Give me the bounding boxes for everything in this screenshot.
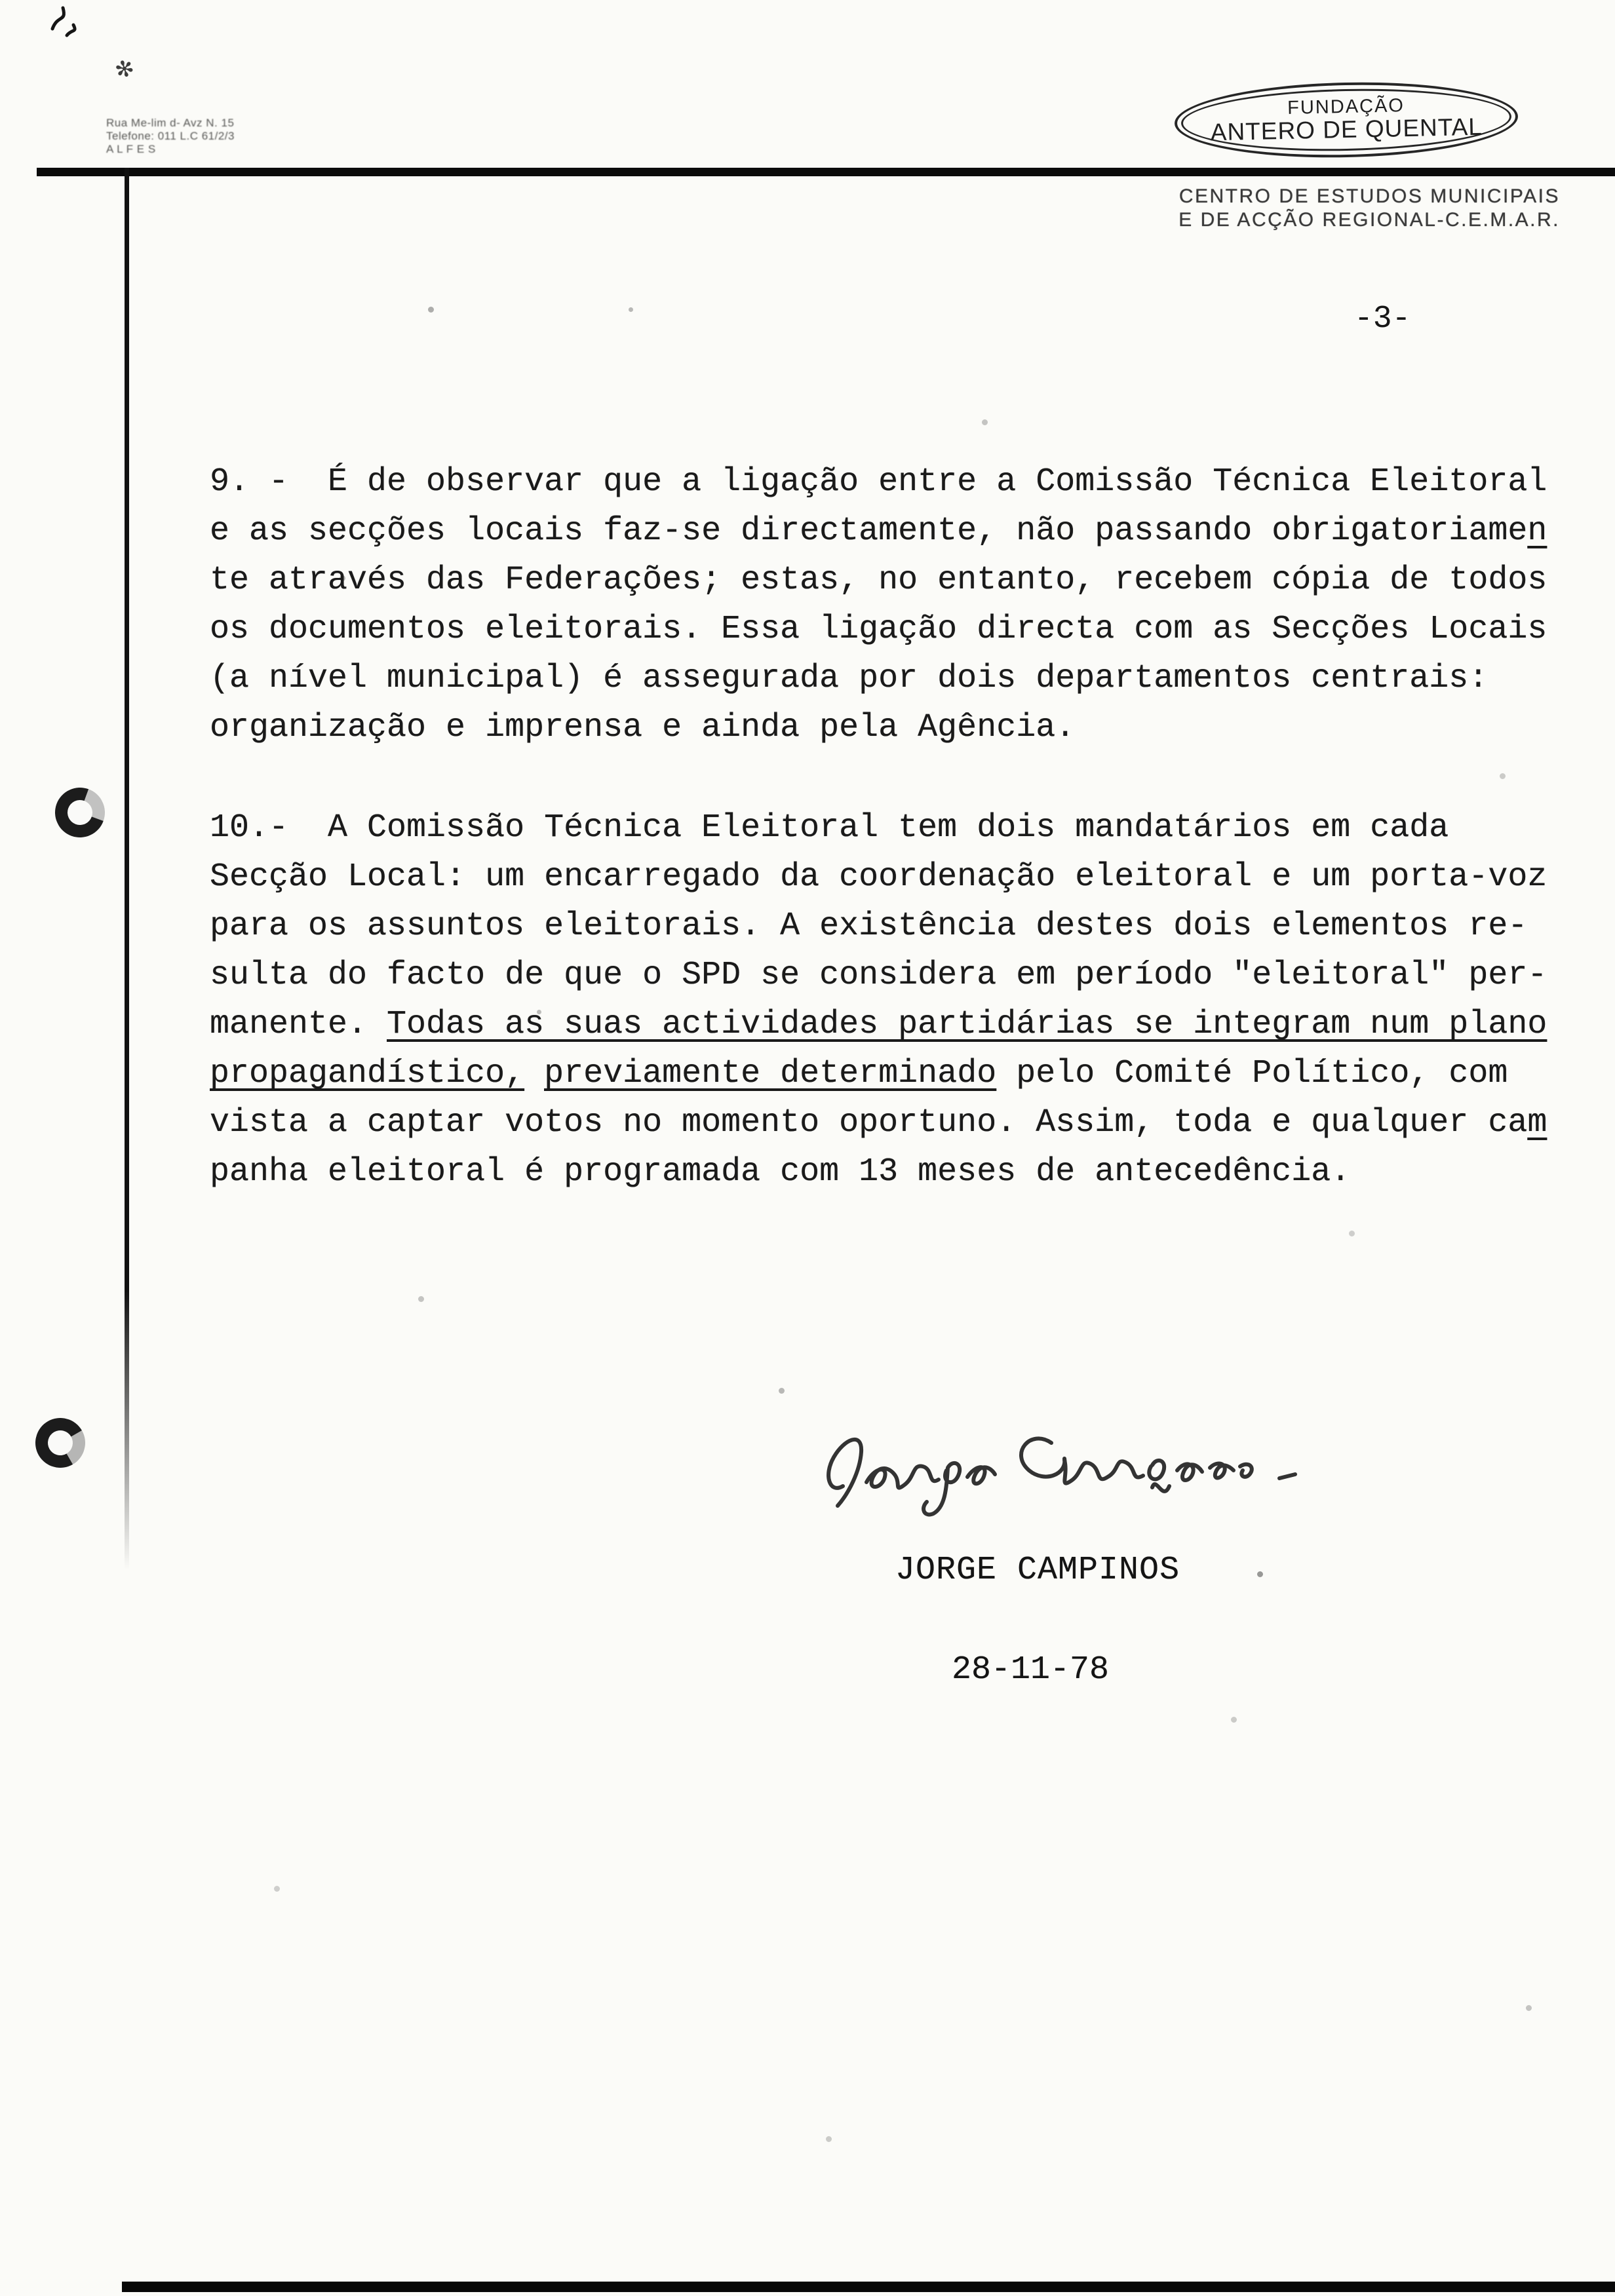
foundation-oval-stamp	[1174, 79, 1519, 161]
text-line	[210, 457, 1573, 507]
stamp-title-top: FUNDAÇÃO	[1287, 95, 1405, 119]
typed-text: te através das Federações; estas, no entanto, recebem cópia de todos	[210, 562, 1547, 599]
paragraph	[210, 457, 1573, 752]
underlined-text: m	[1527, 1104, 1547, 1141]
page-number: -3-	[1354, 301, 1411, 337]
text-line	[210, 1000, 1573, 1049]
typed-text: 9. - É de observar que a ligação entre a Comissão Técnica Eleitoral	[210, 463, 1547, 501]
text-line	[210, 507, 1573, 556]
underlined-text: propagandístico,	[210, 1055, 525, 1092]
text-line	[210, 1049, 1573, 1098]
text-line	[210, 1098, 1573, 1147]
address-line: A L F E S	[106, 143, 156, 155]
underlined-text: Todas as suas actividades partidárias se integram num plano	[387, 1006, 1547, 1043]
organization-line: CENTRO DE ESTUDOS MUNICIPAIS	[1178, 185, 1560, 207]
typed-text: vista a captar votos no momento oportuno. Assim, toda e qualquer ca	[210, 1104, 1528, 1141]
typed-text: e as secções locais faz-se directamente, não passando obrigatoriame	[210, 512, 1528, 550]
corner-squiggle-mark	[47, 3, 87, 42]
handwritten-signature	[821, 1402, 1319, 1533]
text-line	[210, 803, 1573, 852]
text-line	[210, 605, 1573, 654]
document-date: 28-11-78	[952, 1651, 1110, 1689]
letterhead-address	[106, 117, 235, 156]
bottom-border-rule	[122, 2282, 1615, 2292]
typed-text: os documentos eleitorais. Essa ligação directa com as Secções Locais	[210, 611, 1547, 648]
typed-text: 10.- A Comissão Técnica Eleitoral tem dois mandatários em cada	[210, 809, 1449, 847]
typed-text: pelo Comité Político, com	[996, 1055, 1508, 1092]
text-line	[210, 902, 1573, 951]
text-line	[210, 1147, 1573, 1196]
text-line	[210, 654, 1573, 703]
typed-text: manente.	[210, 1006, 387, 1043]
organization-name-block	[1178, 185, 1560, 232]
left-edge-rule	[125, 168, 129, 1570]
text-line	[210, 852, 1573, 902]
top-border-rule	[37, 168, 1615, 176]
text-line	[210, 951, 1573, 1000]
typed-text: (a nível municipal) é assegurada por dois departamentos centrais:	[210, 660, 1489, 697]
underlined-text: n	[1527, 512, 1547, 550]
text-line	[210, 556, 1573, 605]
paragraph	[210, 803, 1573, 1196]
underlined-text: previamente determinado	[544, 1055, 997, 1092]
text-line	[210, 703, 1573, 752]
scan-noise-specks	[0, 0, 3, 3]
typed-signature-name: JORGE CAMPINOS	[895, 1552, 1180, 1589]
document-body	[210, 457, 1573, 1196]
typed-text: para os assuntos eleitorais. A existência destes dois elementos re-	[210, 908, 1528, 945]
punch-hole-top	[47, 780, 113, 846]
punch-hole-bottom	[29, 1412, 90, 1473]
typed-text	[524, 1055, 544, 1092]
address-line: Rua Me-lim d- Avz N. 15	[106, 117, 235, 129]
organization-line: E DE ACÇÃO REGIONAL-C.E.M.A.R.	[1178, 209, 1560, 231]
address-line: Telefone: 011 L.C 61/2/3	[106, 130, 235, 142]
stamp-title-bottom: ANTERO DE QUENTAL	[1210, 113, 1483, 146]
corner-ink-mark: ✻	[111, 54, 138, 85]
typed-text: sulta do facto de que o SPD se considera em período "eleitoral" per-	[210, 957, 1547, 994]
typed-text: organização e imprensa e ainda pela Agência.	[210, 709, 1076, 746]
typed-text: panha eleitoral é programada com 13 meses de antecedência.	[210, 1153, 1351, 1191]
typed-text: Secção Local: um encarregado da coordenação eleitoral e um porta-voz	[210, 858, 1547, 896]
